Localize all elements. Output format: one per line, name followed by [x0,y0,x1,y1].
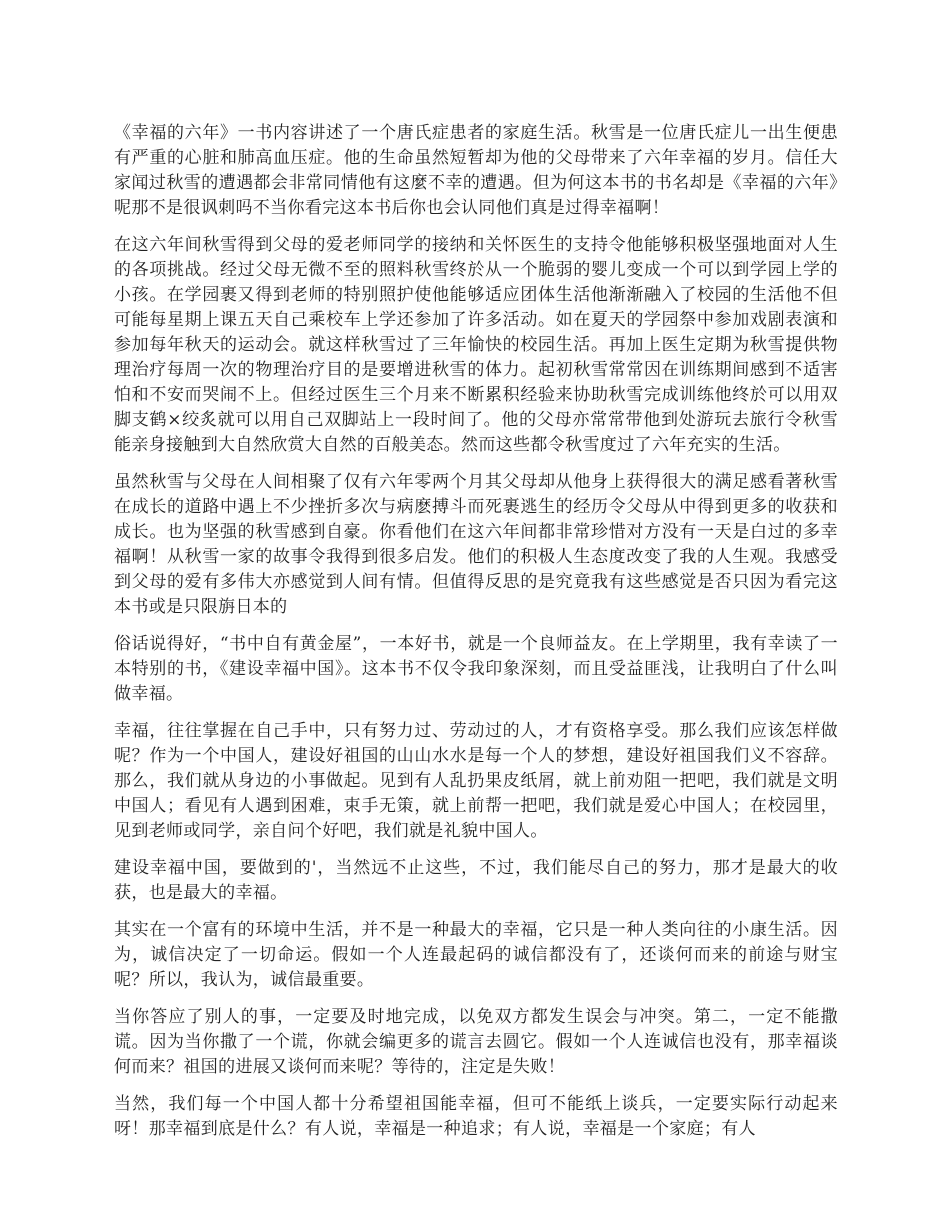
paragraph-7: 其实在一个富有的环境中生活，并不是一种最大的幸福，它只是一种人类向往的小康生活。因为，诚信决定了一切命运。假如一个人连最起码的诚信都没有了，还谈何而来的前途与财宝呢？所以，我认为，诚信最重要。 [114,920,838,990]
paragraph-4: 俗话说得好，“书中自有黄金屋”，一本好书，就是一个良师益友。在上学期里，我有幸读了一本特别的书，《建设幸福中国》。这本书不仅令我印象深刻，而且受益匪浅，让我明白了什么叫做幸福。 [114,634,838,704]
document-page [114,121,838,1154]
paragraph-5: 幸福，往往掌握在自己手中，只有努力过、劳动过的人，才有资格享受。那么我们应该怎样做呢？作为一个中国人，建设好祖国的山山水水是每一个人的梦想，建设好祖国我们义不容辞。那么，我们就从身边的小事做起。见到有人乱扔果皮纸屑，就上前劝阻一把吧，我们就是文明中国人；看见有人遇到困难，束手无策，就上前帮一把吧，我们就是爱心中国人；在校园里，见到老师或同学，亲自问个好吧，我们就是礼貌中国人。 [114,721,838,841]
paragraph-1: 《幸福的六年》一书内容讲述了一个唐氏症患者的家庭生活。秋雪是一位唐氏症儿一出生便患有严重的心脏和肺高血压症。他的生命虽然短暂却为他的父母带来了六年幸福的岁月。信任大家闻过秋雪的遭遇都会非常同情他有这麼不幸的遭遇。但为何这本书的书名却是《幸福的六年》呢那不是很讽刺吗不当你看完这本书后你也会认同他们真是过得幸福啊！ [114,123,838,218]
paragraph-2: 在这六年间秋雪得到父母的爱老师同学的接纳和关怀医生的支持令他能够积极坚强地面对人生的各项挑战。经过父母无微不至的照料秋雪终於从一个脆弱的婴儿变成一个可以到学园上学的小孩。在学园裹又得到老师的特别照护使他能够适应团体生活他渐渐融入了校园的生活他不但可能每星期上课五天自己乘校车上学还参加了许多活动。如在夏天的学园祭中参加戏剧表演和参加每年秋天的运动会。就这样秋雪过了三年愉快的校园生活。再加上医生定期为秋雪提供物理治疗每周一次的物理治疗目的是要增进秋雪的体力。起初秋雪常常因在训练期间感到不适害怕和不安而哭闹不上。但经过医生三个月来不断累积经验来协助秋雪完成训练他终於可以用双脚支鹤×绞炙就可以用自己双脚站上一段时间了。他的父母亦常常带他到处游玩去旅行令秋雪能亲身接触到大自然欣赏大自然的百般美态。然而这些都令秋雪度过了六年充实的生活。 [114,235,838,455]
paragraph-3: 虽然秋雪与父母在人间相聚了仅有六年零两个月其父母却从他身上获得很大的满足感看著秋雪在成长的道路中遇上不少挫折多次与病麽搏斗而死裹逃生的经历令父母从中得到更多的收获和成长。也为坚强的秋雪感到自豪。你看他们在这六年间都非常珍惜对方没有一天是白过的多幸福啊！从秋雪一家的故事令我得到很多启发。他们的积极人生态度改变了我的人生观。我感受到父母的爱有多伟大亦感觉到人间有情。但值得反思的是究竟我有这些感觉是否只因为看完这本书或是只限旃日本的 [114,472,838,617]
paragraph-8: 当你答应了别人的事，一定要及时地完成，以免双方都发生误会与冲突。第二，一定不能撒谎。因为当你撒了一个谎，你就会编更多的谎言去圆它。假如一个人连诚信也没有，那幸福谈何而来？祖国的进展又谈何而来呢？等待的，注定是失败！ [114,1007,838,1077]
paragraph-9: 当然，我们每一个中国人都十分希望祖国能幸福，但可不能纸上谈兵，一定要实际行动起来呀！那幸福到底是什么？有人说，幸福是一种追求；有人说，幸福是一个家庭；有人 [114,1094,838,1139]
paragraph-6: 建设幸福中国，要做到的'，当然远不止这些，不过，我们能尽自己的努力，那才是最大的收获，也是最大的幸福。 [114,858,838,903]
